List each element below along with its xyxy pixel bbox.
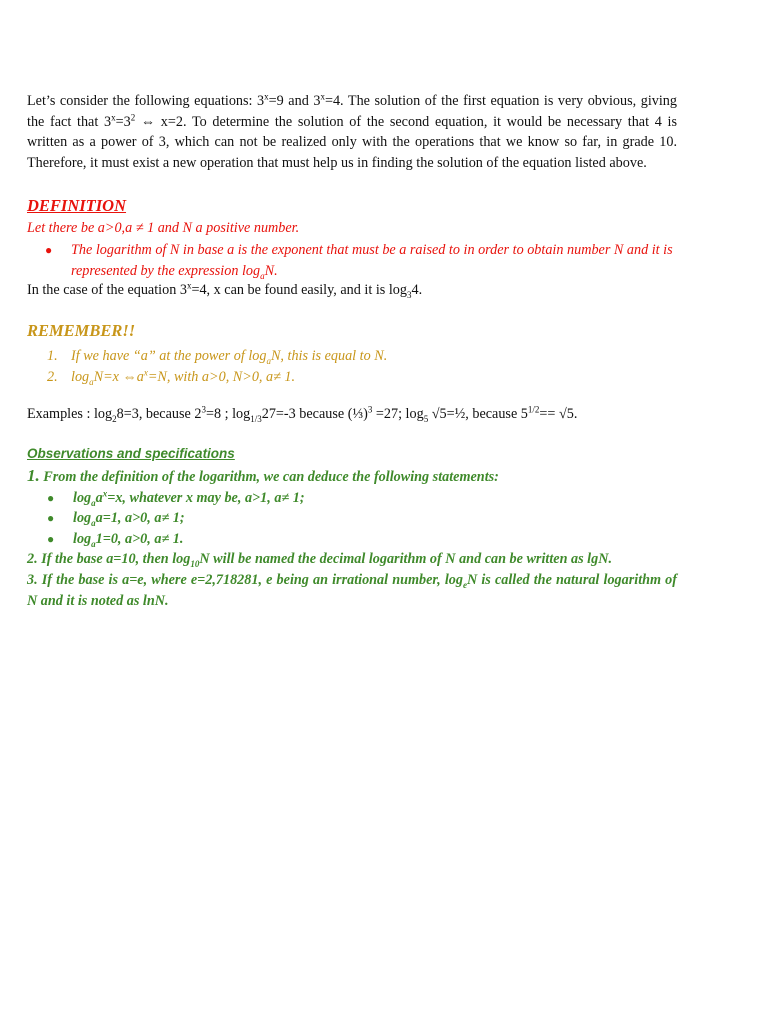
case-text: In the case of the equation 3	[27, 282, 187, 298]
superscript: x	[143, 366, 148, 377]
bullet-icon: ●	[47, 490, 55, 505]
subscript: 5	[423, 413, 429, 424]
intro-text: =9 and 3	[268, 93, 321, 109]
remember-item	[47, 346, 677, 367]
definition-heading: DEFINITION	[27, 196, 127, 215]
equation-case-line	[27, 282, 677, 299]
remember-list	[47, 346, 677, 387]
subscript: 10	[190, 559, 200, 570]
examples-text: =8 ; log	[205, 406, 251, 422]
examples-text: 8=3, because 2	[116, 406, 202, 422]
intro-paragraph	[27, 91, 677, 173]
observations-heading: Observations and specifications	[27, 446, 235, 461]
subscript: a	[266, 355, 271, 366]
subscript: a	[89, 376, 94, 387]
observation-text: N will be named the decimal logarithm of N and can be written as lgN.	[199, 551, 613, 568]
observation-item-2	[27, 549, 677, 570]
examples-text: 27=-3 because (⅓)	[261, 406, 368, 422]
subscript: a	[91, 518, 96, 529]
subscript: 2	[112, 413, 117, 424]
bullet-icon: ●	[45, 243, 53, 257]
bullet-text: log	[73, 510, 92, 527]
superscript: x	[320, 91, 325, 102]
bullet-text: a	[95, 489, 103, 506]
list-number: 2.	[47, 368, 58, 385]
bullet-icon: ●	[47, 511, 55, 526]
subscript: e	[462, 579, 467, 590]
superscript: x	[186, 280, 192, 291]
subscript: a	[91, 538, 96, 549]
superscript: 1/2	[527, 404, 540, 415]
definition-bullet-text: N.	[264, 262, 278, 279]
superscript: 2	[130, 111, 136, 122]
observations-body	[27, 466, 677, 611]
observation-bullet	[47, 508, 677, 529]
bullet-text: log	[73, 489, 92, 506]
bullet-text: log	[73, 530, 92, 547]
observation-text: 3. If the base is a=e, where e=2,718281, e being an irrational number, log	[27, 571, 463, 588]
bullet-text: a=1, a>0, a≠ 1;	[95, 510, 185, 527]
observation-bullet	[47, 488, 677, 509]
intro-text: Let’s consider the following equations: 3	[27, 93, 265, 109]
subscript: 1/3	[250, 413, 262, 424]
observation-text: N is called the natural logarithm of N and it is noted as lnN.	[27, 571, 678, 609]
definition-bullet	[45, 240, 677, 281]
observation-item-1	[27, 466, 677, 488]
remember-heading: REMEMBER!!	[27, 321, 136, 340]
subscript: a	[91, 497, 96, 508]
observation-text: From the definition of the logarithm, we can deduce the following statements:	[39, 469, 499, 485]
observation-item-3	[27, 570, 677, 611]
remember-item	[47, 367, 677, 388]
case-text: =4, x can be found easily, and it is log	[191, 282, 407, 298]
superscript: x	[102, 487, 108, 498]
superscript: 3	[367, 404, 373, 415]
observation-bullet	[47, 529, 677, 550]
definition-statement: Let there be a>0,a ≠ 1 and N a positive number.	[27, 220, 300, 236]
superscript: 3	[201, 404, 206, 415]
case-text: 4.	[411, 282, 423, 298]
intro-text: =3	[115, 113, 131, 130]
examples-line	[27, 406, 677, 423]
bullet-text: 1=0, a>0, a≠ 1.	[95, 530, 184, 547]
superscript: x	[111, 111, 116, 122]
remember-text: If we have “a” at the power of log	[71, 348, 267, 364]
bullet-text: =x, whatever x may be, a>1, a≠ 1;	[107, 489, 305, 506]
examples-text: =27; log	[372, 406, 424, 422]
list-number: 1.	[47, 348, 58, 364]
definition-bullet-text: The logarithm of N in base a is the exponent that must be a raised to in order to obtain number N and it is represented by the expression log	[71, 242, 673, 279]
examples-text: √5=½, because 5	[428, 406, 528, 422]
subscript: 3	[406, 289, 412, 300]
bullet-icon: ●	[47, 531, 55, 546]
intro-text: ⇔ x=2. To determine the solution of the second equation, it would be necessary that 4 is written as a power of 3, which can not be realized only with the operations that we know so far, in grade 10. Therefore, it must exist a new operation that must help us in finding the solution of the equation listed above.	[27, 113, 677, 171]
intro-text: =4. The solution of the first equation is very obvious, giving the fact that 3	[27, 93, 677, 130]
remember-text: N, this is equal to N.	[270, 348, 388, 364]
examples-text: == √5.	[539, 406, 578, 422]
observation-bullets	[27, 488, 677, 550]
subscript: a	[260, 270, 265, 281]
list-number: 1.	[27, 466, 40, 485]
examples-text: Examples : log	[27, 406, 113, 422]
remember-text: =N, with a>0, N>0, a≠ 1.	[147, 368, 296, 385]
observation-text: 2. If the base a=10, then log	[27, 551, 191, 568]
superscript: x	[264, 91, 269, 102]
remember-text: N=x ⇔a	[93, 368, 144, 385]
remember-text: log	[71, 368, 90, 385]
